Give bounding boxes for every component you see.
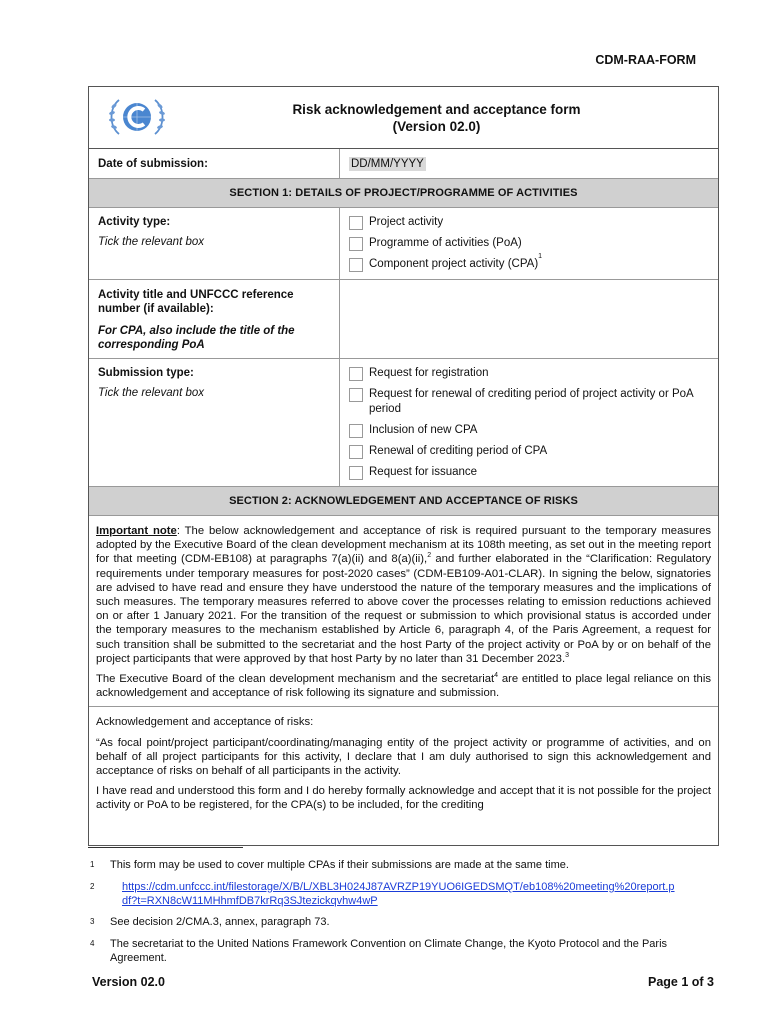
title-row xyxy=(89,87,718,149)
reliance-text-a: The Executive Board of the clean development mechanism and the secretariat xyxy=(96,673,495,686)
footnote-text: This form may be used to cover multiple CPAs if their submissions are made at the same time. xyxy=(110,859,569,871)
date-label: Date of submission: xyxy=(89,149,340,178)
option-cpa[interactable]: Component project activity (CPA) 1 xyxy=(349,257,709,272)
option-project-activity[interactable] xyxy=(349,215,709,230)
footer-page: Page 1 of 3 xyxy=(648,975,714,989)
important-note-block xyxy=(89,516,718,707)
date-field[interactable]: DD/MM/YYYY xyxy=(351,157,424,170)
footnote-ref: 4 xyxy=(494,672,499,680)
checkbox[interactable] xyxy=(349,216,363,230)
footnote-text: The secretariat to the United Nations Framework Convention on Climate Change, the Kyoto Protocol and the Paris Agreement. xyxy=(110,938,668,964)
footnote-number: 4 xyxy=(90,939,95,948)
option-poa[interactable] xyxy=(349,236,709,251)
submission-type-label: Submission type: xyxy=(98,367,194,379)
ack-declaration: “As focal point/project participant/coordinating/managing entity of the project activity or programme of activities, and on behalf of all project participants for this activity, I declare that I am duly authorised to sign this acknowledgement and acceptance of risks on behalf of all participants in the activity. xyxy=(96,736,711,778)
section-1-heading: SECTION 1: DETAILS OF PROJECT/PROGRAMME OF ACTIVITIES xyxy=(89,179,718,208)
unfccc-logo xyxy=(89,87,185,148)
checkbox[interactable] xyxy=(349,258,363,272)
footnote-link[interactable]: https://cdm.unfccc.int/filestorage/X/B/L/XBL3H024J87AVRZP19YUO6IGEDSMQT/eb108%20meeting%20report.pdf?t=RXN8cW11MHhmfDB7krRq3SJtezickqvhw4wP xyxy=(122,881,675,907)
checkbox[interactable] xyxy=(349,237,363,251)
footnote-text: See decision 2/CMA.3, annex, paragraph 73. xyxy=(110,916,330,928)
ack-acceptance: I have read and understood this form and I do hereby formally acknowledge and accept that it is not possible for the project activity or PoA to be registered, for the CPA(s) to be included, for the crediting xyxy=(96,785,711,812)
reliance-text-b: are entitled to place legal reliance on this acknowledgement and acceptance of risk following its signature and submission. xyxy=(96,673,711,700)
option-label: Component project activity (CPA) xyxy=(369,258,539,270)
form-title xyxy=(185,87,718,148)
option-registration[interactable] xyxy=(349,366,709,381)
footer-version: Version 02.0 xyxy=(92,975,165,989)
activity-type-label: Activity type: xyxy=(98,216,171,228)
activity-title-input[interactable] xyxy=(340,280,718,358)
reliance-paragraph xyxy=(96,672,711,700)
footnote-4 xyxy=(90,937,695,965)
section-2-heading: SECTION 2: ACKNOWLEDGEMENT AND ACCEPTANCE OF RISKS xyxy=(89,487,718,516)
option-renewal-crediting[interactable] xyxy=(349,387,709,417)
activity-title-row xyxy=(89,280,718,359)
footnote-separator xyxy=(88,847,243,848)
footnote-ref: 2 xyxy=(427,552,432,560)
footnote-1 xyxy=(90,858,695,872)
important-text-a: : The below acknowledgement and acceptance of risk is required pursuant to the temporary measures adopted by the Executive Board of the clean development mechanism at its 108th meeting, as set out in the meeting report for that meeting (CDM-EB108) at paragraphs 7(a)(ii) and 8(a)(ii), xyxy=(96,525,711,566)
checkbox[interactable] xyxy=(349,466,363,480)
important-note-paragraph xyxy=(96,524,711,666)
footnote-3 xyxy=(90,915,695,929)
acknowledgement-block xyxy=(89,707,718,818)
form-id: CDM-RAA-FORM xyxy=(595,53,696,67)
option-label: Project activity xyxy=(369,216,444,228)
footnote-number: 1 xyxy=(90,860,95,869)
title-line-1: Risk acknowledgement and acceptance form xyxy=(292,101,581,117)
footnote-number: 3 xyxy=(90,917,95,926)
date-row xyxy=(89,149,718,179)
option-label: Request for issuance xyxy=(369,466,478,478)
option-label: Inclusion of new CPA xyxy=(369,424,478,436)
footnote-ref: 3 xyxy=(565,652,569,660)
activity-type-hint: Tick the relevant box xyxy=(98,236,205,248)
option-label: Programme of activities (PoA) xyxy=(369,237,522,249)
submission-type-row xyxy=(89,359,718,487)
submission-type-hint: Tick the relevant box xyxy=(98,387,205,399)
option-label: Request for registration xyxy=(369,367,489,379)
option-label: Request for renewal of crediting period of project activity or PoA period xyxy=(369,388,694,415)
footnote-number: 2 xyxy=(90,882,95,891)
checkbox[interactable] xyxy=(349,367,363,381)
option-inclusion-cpa[interactable] xyxy=(349,423,709,438)
option-label: Renewal of crediting period of CPA xyxy=(369,445,548,457)
checkbox[interactable] xyxy=(349,388,363,402)
ack-heading: Acknowledgement and acceptance of risks: xyxy=(96,716,314,729)
checkbox[interactable] xyxy=(349,445,363,459)
option-renewal-cpa[interactable] xyxy=(349,444,709,459)
title-line-2: (Version 02.0) xyxy=(392,118,481,134)
footnote-2 xyxy=(90,880,695,908)
date-cell[interactable] xyxy=(340,149,718,178)
activity-title-note: For CPA, also include the title of the corresponding PoA xyxy=(98,325,295,351)
form-table xyxy=(88,86,719,846)
activity-type-row xyxy=(89,208,718,280)
option-issuance[interactable] xyxy=(349,465,709,480)
activity-title-label: Activity title and UNFCCC reference number (if available): xyxy=(98,289,294,315)
checkbox[interactable] xyxy=(349,424,363,438)
important-text-b: and further elaborated in the “Clarification: Regulatory requirements under temporary measures for post-2020 cases” (CDM-EB109-A01-CLAR). In signing the below, signatories are advised to have read and ensure they have understood the nature of the temporary measures and the implications of such measures. The temporary measures referred to above cover the processes relating to emission reductions achieved on or after 1 January 2021. For the transition of the request or submission to which provisional status is accorded under the temporary measures to the mechanism established by Article 6, paragraph 4, of the Paris Agreement, a request for such transition shall be submitted to the secretariat and the host Party of the project activity or PoA by or on behalf of the project participants that were approved by that host Party by no later than 31 December 2023. xyxy=(96,553,711,665)
important-note-label: Important note xyxy=(96,525,177,537)
